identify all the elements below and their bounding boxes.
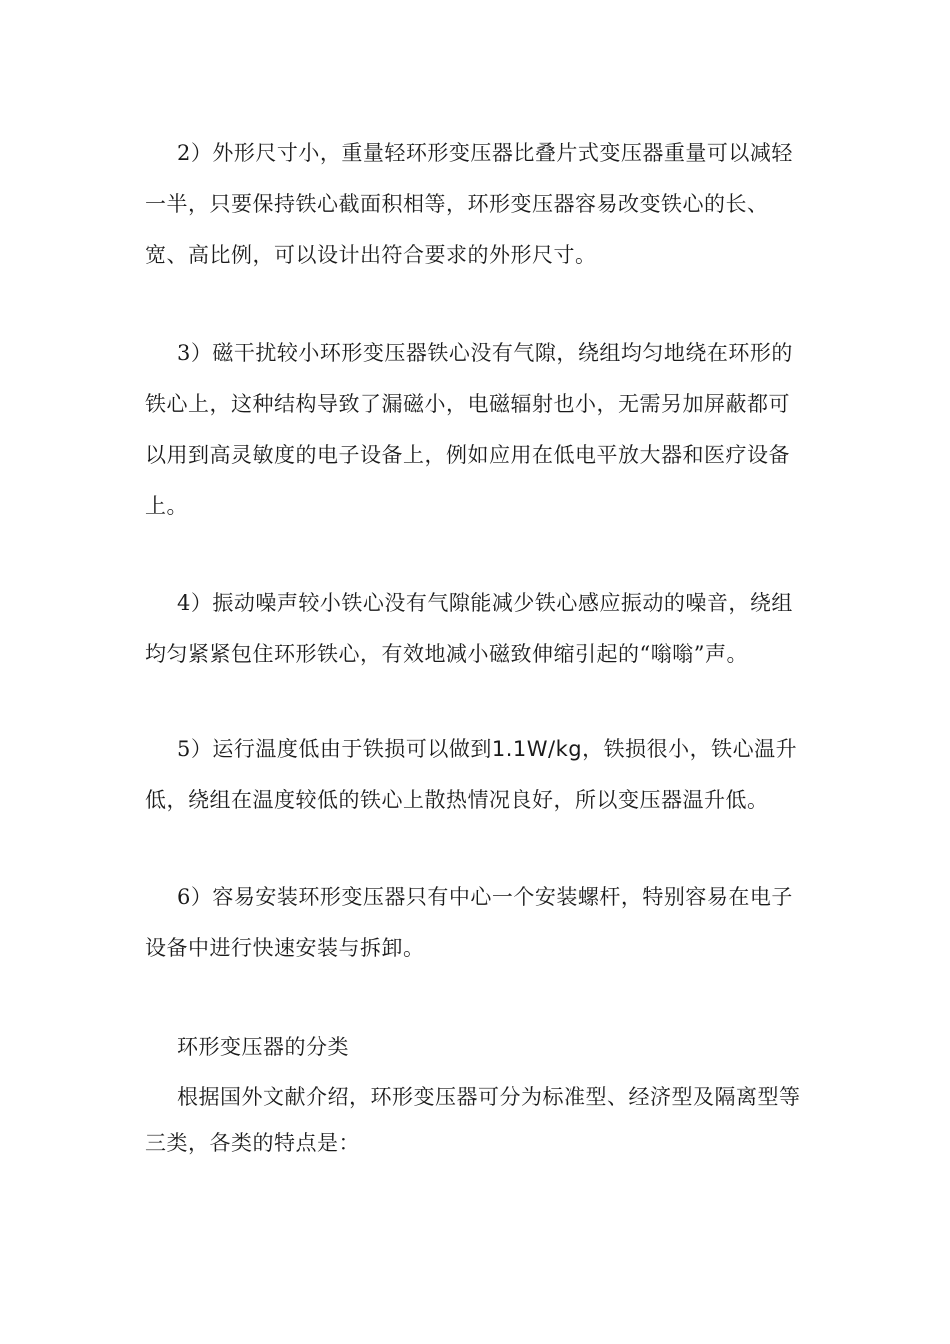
paragraph-size-weight: 2）外形尺寸小，重量轻环形变压器比叠片式变压器重量可以减轻一半，只要保持铁心截面积相等，环形变压器容易改变铁心的长、宽、高比例，可以设计出符合要求的外形尺寸。 — [145, 141, 793, 267]
paragraph-vibration-noise: 4）振动噪声较小铁心没有气隙能减少铁心感应振动的噪音，绕组均匀紧紧包住环形铁心，有效地减小磁致伸缩引起的“嗡嗡”声。 — [145, 591, 793, 666]
paragraph-text-part: 5）运行温度低由于铁损可以做到 — [177, 737, 492, 761]
paragraph-classification-intro: 根据国外文献介绍，环形变压器可分为标准型、经济型及隔离型等三类，各类的特点是： — [145, 1085, 801, 1155]
paragraph-magnetic-interference: 3）磁干扰较小环形变压器铁心没有气隙，绕组均匀地绕在环形的铁心上，这种结构导致了漏磁小，电磁辐射也小，无需另加屏蔽都可以用到高灵敏度的电子设备上，例如应用在低电平放大器和医疗设备上。 — [145, 341, 793, 518]
paragraph-text-part: ，铁损很小，铁心温升低，绕组在温度较低的铁心上散热情况良好，所以变压器温升低。 — [145, 737, 798, 812]
paragraph-operating-temperature — [145, 724, 810, 826]
section-heading: 环形变压器的分类 — [177, 1035, 349, 1059]
paragraph-easy-installation: 6）容易安装环形变压器只有中心一个安装螺杆，特别容易在电子设备中进行快速安装与拆卸。 — [145, 885, 793, 960]
iron-loss-value: 1.1W/kg — [491, 737, 583, 761]
